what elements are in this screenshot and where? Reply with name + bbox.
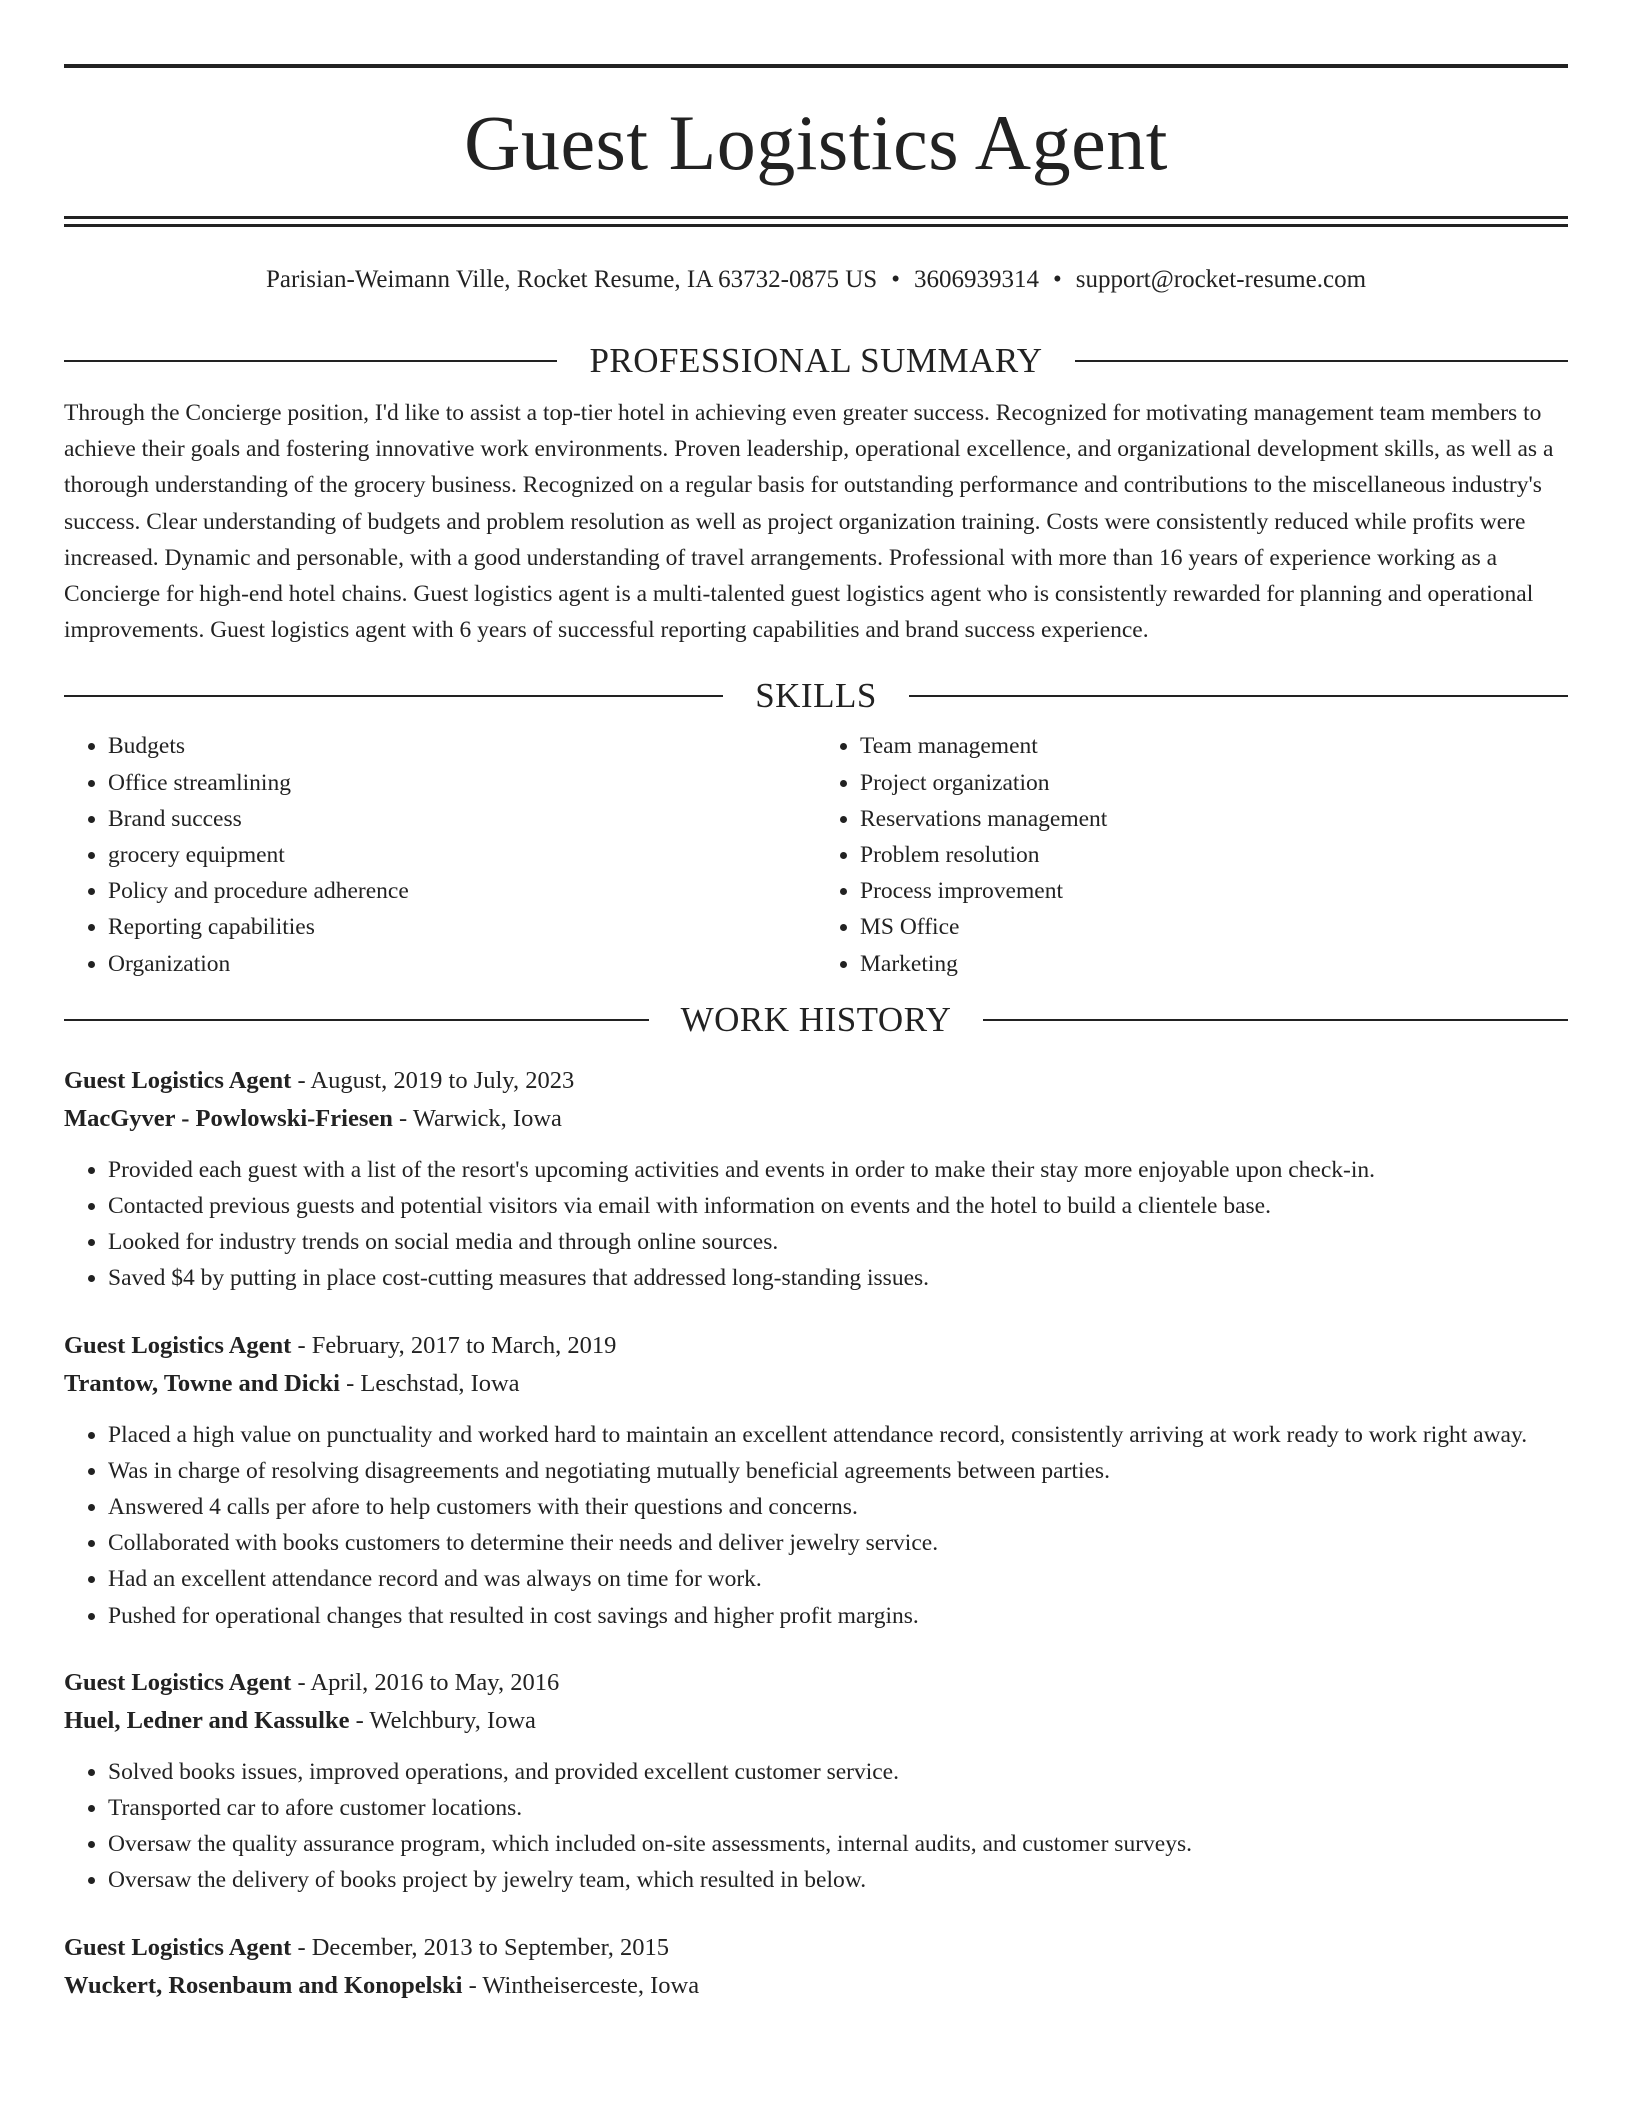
job-company-line bbox=[64, 1100, 1568, 1138]
job-dash: - bbox=[291, 1066, 311, 1094]
job-company-line bbox=[64, 1365, 1568, 1403]
section-heading-skills bbox=[64, 676, 1568, 716]
job-dash: - bbox=[291, 1933, 312, 1961]
skill-item: • Organization bbox=[108, 946, 816, 982]
job-entry bbox=[64, 1062, 1568, 1297]
job-duty: • Was in charge of resolving disagreements and negotiating mutually beneficial agreements between parties. bbox=[108, 1453, 1568, 1489]
job-role: Guest Logistics Agent bbox=[64, 1668, 292, 1696]
job-duties bbox=[64, 1152, 1568, 1297]
job-duties bbox=[64, 1417, 1568, 1634]
section-heading-text: WORK HISTORY bbox=[680, 999, 952, 1039]
skill-item: • Brand success bbox=[108, 801, 816, 837]
contact-address: Parisian-Weimann Ville, Rocket Resume, IA 63732-0875 US bbox=[265, 266, 878, 293]
job-company-line bbox=[64, 1702, 1568, 1740]
skill-item: • Marketing bbox=[860, 946, 1568, 982]
job-company: Huel, Ledner and Kassulke bbox=[64, 1706, 350, 1734]
job-location: Leschstad, Iowa bbox=[360, 1369, 520, 1397]
job-duty: • Had an excellent attendance record and was always on time for work. bbox=[108, 1561, 1568, 1597]
heading-rule bbox=[909, 695, 1568, 697]
contact-line bbox=[64, 265, 1568, 295]
contact-phone: 3606939314 bbox=[913, 266, 1039, 293]
summary-paragraph: Through the Concierge position, I'd like to assist a top-tier hotel in achieving even greater success. Recognized for motivating management team members to achieve their goals and fostering innovative work environments. Proven leadership, operational excellence, and organizational development skills, as well as a thorough understanding of the grocery business. Recognized on a regular basis for outstanding performance and contributions to the miscellaneous industry's success. Clear understanding of budgets and problem resolution as well as project organization training. Costs were consistently reduced while profits were increased. Dynamic and personable, with a good understanding of travel arrangements. Professional with more than 16 years of experience working as a Concierge for high-end hotel chains. Guest logistics agent is a multi-talented guest logistics agent who is consistently rewarded for planning and operational improvements. Guest logistics agent with 6 years of successful reporting capabilities and brand success experience. bbox=[64, 400, 1554, 644]
work-history-list bbox=[64, 1062, 1568, 2005]
job-title-line bbox=[64, 1929, 1568, 1967]
skills-list bbox=[64, 728, 1568, 981]
job-duty: • Solved books issues, improved operations, and provided excellent customer service. bbox=[108, 1754, 1568, 1790]
job-role: Guest Logistics Agent bbox=[64, 1933, 292, 1961]
job-role: Guest Logistics Agent bbox=[64, 1331, 292, 1359]
skills-column-left bbox=[64, 728, 816, 981]
job-title-line bbox=[64, 1062, 1568, 1100]
job-location: Warwick, Iowa bbox=[412, 1104, 562, 1132]
contact-separator: • bbox=[891, 266, 900, 293]
job-dates: February, 2017 to March, 2019 bbox=[311, 1331, 617, 1359]
job-duty: • Oversaw the delivery of books project by jewelry team, which resulted in below. bbox=[108, 1862, 1568, 1898]
top-rule bbox=[64, 64, 1568, 68]
job-entry bbox=[64, 1327, 1568, 1634]
resume-page bbox=[64, 64, 1568, 2035]
skills-column-right bbox=[816, 728, 1568, 981]
job-role: Guest Logistics Agent bbox=[64, 1066, 292, 1094]
job-duty: • Contacted previous guests and potential visitors via email with information on events and the hotel to build a clientele base. bbox=[108, 1188, 1568, 1224]
skill-item: • Project organization bbox=[860, 765, 1568, 801]
section-heading-summary bbox=[64, 341, 1568, 381]
job-entry bbox=[64, 1664, 1568, 1899]
job-dates: December, 2013 to September, 2015 bbox=[311, 1933, 670, 1961]
skill-item: • Policy and procedure adherence bbox=[108, 873, 816, 909]
section-heading-text: PROFESSIONAL SUMMARY bbox=[589, 341, 1043, 380]
heading-rule bbox=[1075, 360, 1568, 362]
heading-rule bbox=[64, 360, 557, 362]
job-duty: • Saved $4 by putting in place cost-cutting measures that addressed long-standing issues. bbox=[108, 1260, 1568, 1296]
job-title-line bbox=[64, 1327, 1568, 1365]
job-duties bbox=[64, 1754, 1568, 1899]
job-duty: • Oversaw the quality assurance program, which included on-site assessments, internal audits, and customer surveys. bbox=[108, 1826, 1568, 1862]
job-dates: August, 2019 to July, 2023 bbox=[310, 1066, 575, 1094]
job-entry bbox=[64, 1929, 1568, 2005]
section-heading-text: SKILLS bbox=[755, 676, 877, 716]
skill-item: • Team management bbox=[860, 728, 1568, 764]
heading-rule bbox=[983, 1019, 1568, 1021]
skill-item: • Reporting capabilities bbox=[108, 909, 816, 945]
job-duty: • Placed a high value on punctuality and worked hard to maintain an excellent attendance record, consistently arriving at work ready to work right away. bbox=[108, 1417, 1568, 1453]
skill-item: • Office streamlining bbox=[108, 765, 816, 801]
job-duty: • Collaborated with books customers to determine their needs and deliver jewelry service. bbox=[108, 1525, 1568, 1561]
heading-rule bbox=[64, 1019, 649, 1021]
skill-item: • grocery equipment bbox=[108, 837, 816, 873]
job-duty: • Answered 4 calls per afore to help customers with their questions and concerns. bbox=[108, 1489, 1568, 1525]
job-dash: - bbox=[339, 1369, 361, 1397]
job-duty: • Looked for industry trends on social media and through online sources. bbox=[108, 1224, 1568, 1260]
contact-email: support@rocket-resume.com bbox=[1075, 266, 1367, 293]
heading-rule bbox=[64, 695, 723, 697]
job-dash: - bbox=[392, 1104, 413, 1132]
job-company-line bbox=[64, 1967, 1568, 2005]
job-dash: - bbox=[462, 1971, 483, 1999]
skill-item: • Budgets bbox=[108, 728, 816, 764]
job-location: Wintheiserceste, Iowa bbox=[482, 1971, 700, 1999]
contact-separator: • bbox=[1052, 266, 1062, 293]
section-heading-work-history bbox=[64, 1000, 1568, 1040]
job-company: Wuckert, Rosenbaum and Konopelski bbox=[64, 1971, 463, 1999]
skill-item: • Reservations management bbox=[860, 801, 1568, 837]
job-dash: - bbox=[291, 1668, 311, 1696]
job-dash: - bbox=[291, 1331, 312, 1359]
job-title-line bbox=[64, 1664, 1568, 1702]
job-duty: • Transported car to afore customer locations. bbox=[108, 1790, 1568, 1826]
job-location: Welchbury, Iowa bbox=[369, 1706, 536, 1734]
job-company: Trantow, Towne and Dicki bbox=[64, 1369, 340, 1397]
job-dash: - bbox=[349, 1706, 370, 1734]
skill-item: • Process improvement bbox=[860, 873, 1568, 909]
skill-item: • Problem resolution bbox=[860, 837, 1568, 873]
job-dates: April, 2016 to May, 2016 bbox=[310, 1668, 560, 1696]
double-rule bbox=[64, 216, 1568, 227]
job-company: MacGyver - Powlowski-Friesen bbox=[64, 1104, 393, 1132]
skill-item: • MS Office bbox=[860, 909, 1568, 945]
candidate-name: Guest Logistics Agent bbox=[464, 99, 1168, 186]
job-duty: • Pushed for operational changes that resulted in cost savings and higher profit margins. bbox=[108, 1598, 1568, 1634]
job-duty: • Provided each guest with a list of the resort's upcoming activities and events in order to make their stay more enjoyable upon check-in. bbox=[108, 1152, 1568, 1188]
